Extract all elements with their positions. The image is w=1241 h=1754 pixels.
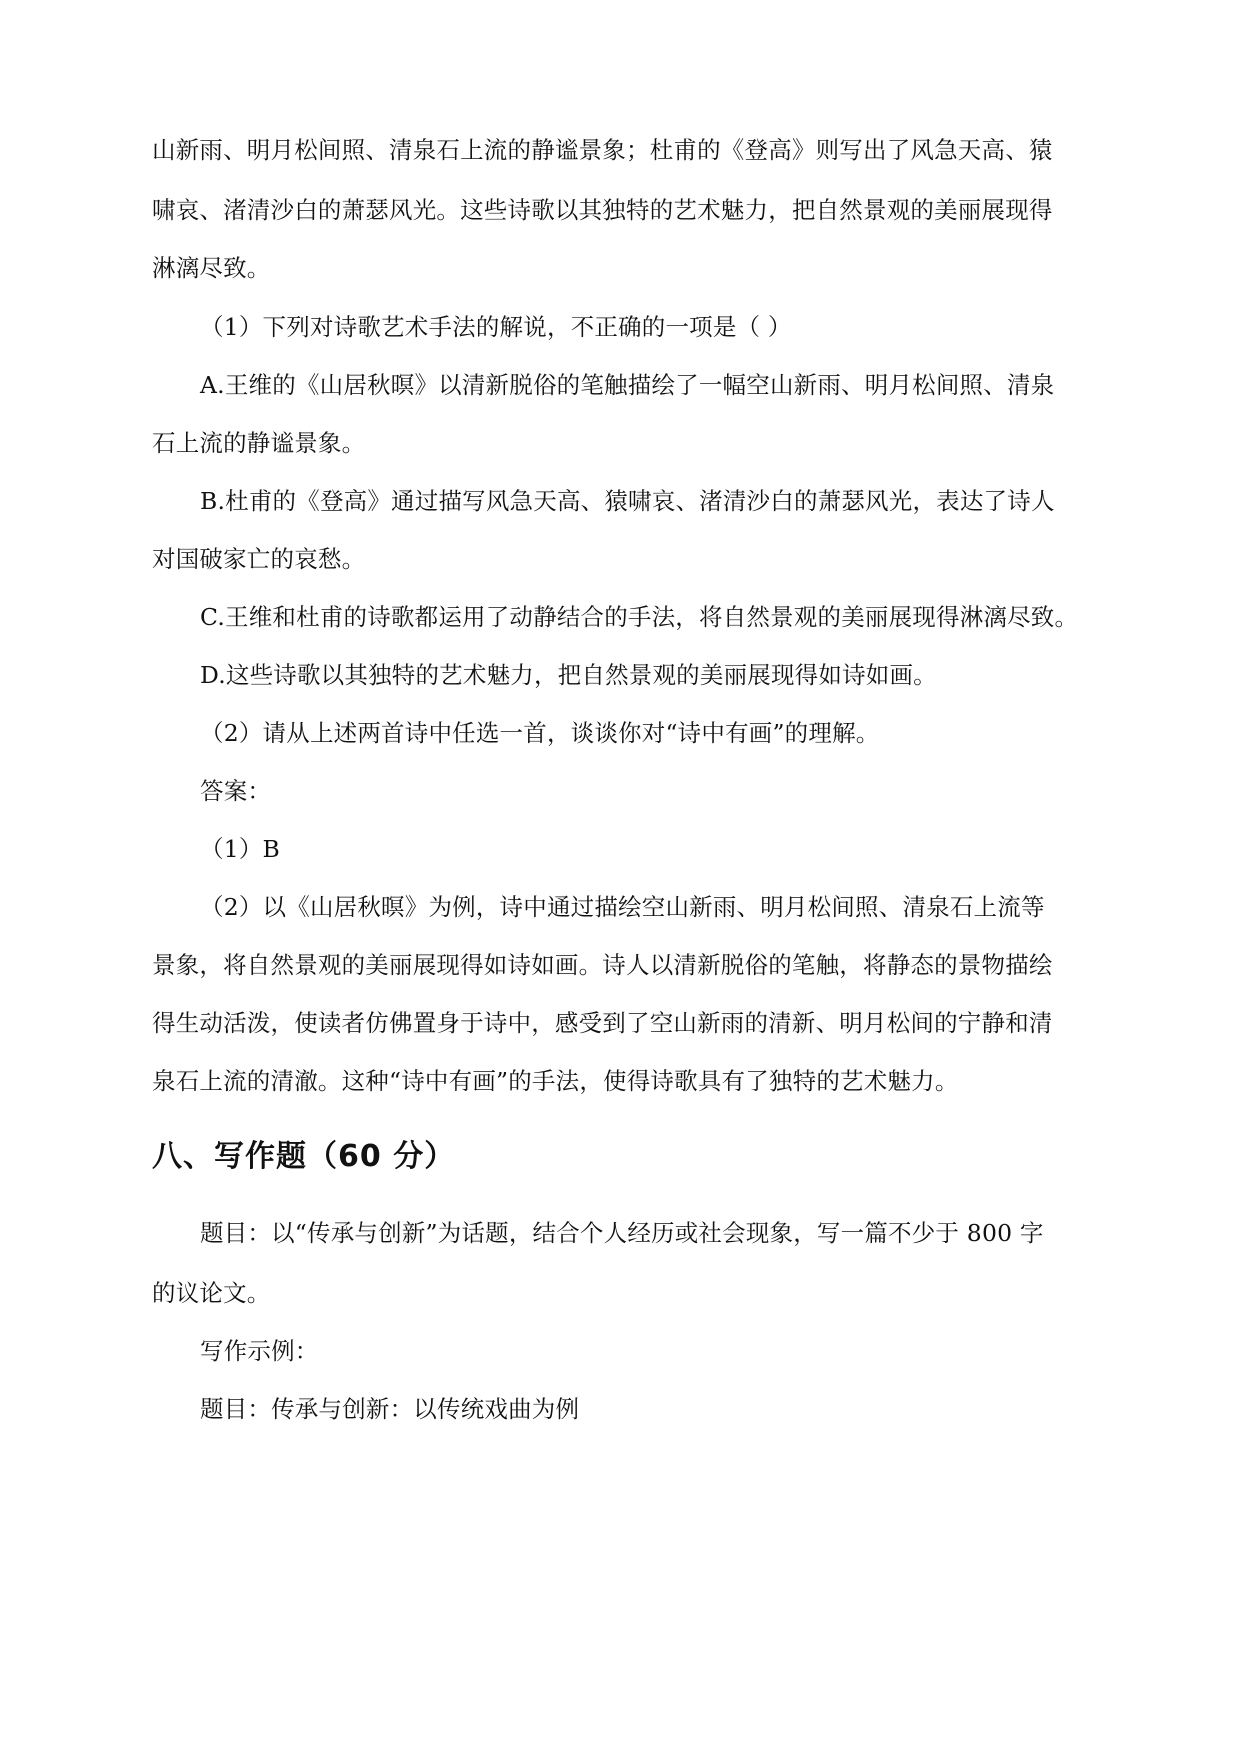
paragraph-line: 啸哀、渚清沙白的萧瑟风光。这些诗歌以其独特的艺术魅力，把自然景观的美丽展现得 [152, 196, 1053, 224]
writing-example-title: 题目：传承与创新：以传统戏曲为例 [200, 1395, 580, 1423]
option-c: C.王维和杜甫的诗歌都运用了动静结合的手法，将自然景观的美丽展现得淋漓尽致。 [200, 603, 1079, 631]
option-d: D.这些诗歌以其独特的艺术魅力，把自然景观的美丽展现得如诗如画。 [200, 661, 937, 689]
question-2: （2）请从上述两首诗中任选一首，谈谈你对“诗中有画”的理解。 [200, 719, 880, 747]
answer-1: （1）B [200, 835, 281, 863]
section-heading: 八、写作题（60 分） [152, 1139, 456, 1174]
writing-example-label: 写作示例： [200, 1337, 319, 1365]
answer-label: 答案： [200, 777, 272, 805]
paragraph-line: 山新雨、明月松间照、清泉石上流的静谧景象；杜甫的《登高》则写出了风急天高、猿 [152, 136, 1053, 164]
option-a-line: A.王维的《山居秋暝》以清新脱俗的笔触描绘了一幅空山新雨、明月松间照、清泉 [200, 371, 1055, 399]
writing-prompt-line: 的议论文。 [152, 1279, 271, 1307]
option-b-line: 对国破家亡的哀愁。 [152, 545, 366, 573]
answer-2-line: 得生动活泼，使读者仿佛置身于诗中，感受到了空山新雨的清新、明月松间的宁静和清 [152, 1009, 1053, 1037]
paragraph-line: 淋漓尽致。 [152, 254, 271, 282]
question-1: （1）下列对诗歌艺术手法的解说，不正确的一项是（ ） [200, 313, 792, 341]
answer-2-line: 景象，将自然景观的美丽展现得如诗如画。诗人以清新脱俗的笔触，将静态的景物描绘 [152, 951, 1053, 979]
option-b-line: B.杜甫的《登高》通过描写风急天高、猿啸哀、渚清沙白的萧瑟风光，表达了诗人 [200, 487, 1055, 515]
writing-prompt-line: 题目：以“传承与创新”为话题，结合个人经历或社会现象，写一篇不少于 800 字 [200, 1219, 1044, 1247]
option-a-line: 石上流的静谧景象。 [152, 429, 366, 457]
answer-2-line: 泉石上流的清澈。这种“诗中有画”的手法，使得诗歌具有了独特的艺术魅力。 [152, 1067, 959, 1095]
answer-2-line: （2）以《山居秋暝》为例，诗中通过描绘空山新雨、明月松间照、清泉石上流等 [200, 893, 1045, 921]
